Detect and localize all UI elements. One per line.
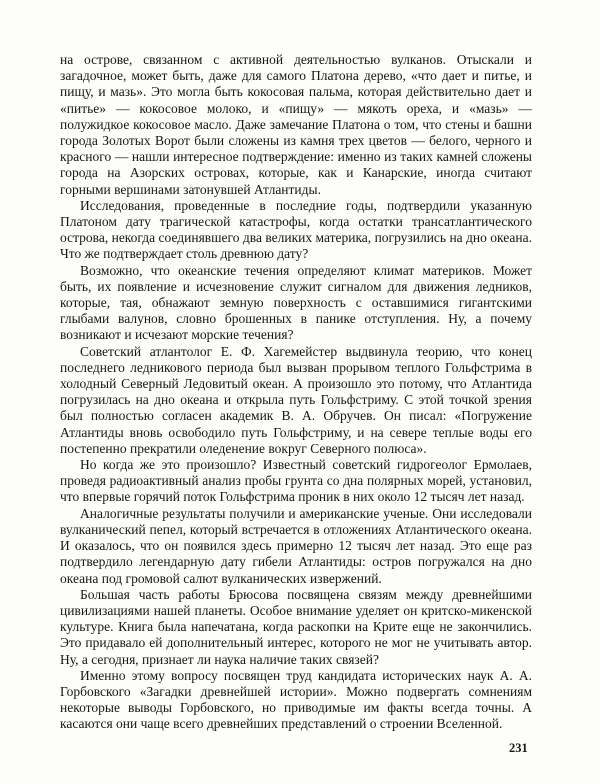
paragraph-4: Советский атлантолог Е. Ф. Хагемейстер выдвинула теорию, что конец последнего ледникового периода был вызван прорывом теплого Гольфстрима в холодный Северный Ледовитый океан. А произошло это потому, что Атлантида погрузилась на дно океана и открыла путь Гольфстриму. С этой точкой зрения был полностью согласен академик В. А. Обручев. Он писал: «Погружение Атлантиды вновь освободило путь Гольфстриму, и на севере теплые воды его постепенно прекратили оледенение вокруг Северного полюса». — [60, 343, 532, 456]
paragraph-7: Большая часть работы Брюсова посвящена связям между древнейшими цивилизациями нашей планеты. Особое внимание уделяет он критско-микенской культуре. Книга была напечатана, когда раскопки на Крите еще не закончились. Это придавало ей дополнительный интерес, которого не мог не учитывать автор. Ну, а сегодня, признает ли наука наличие таких связей? — [60, 586, 532, 667]
paragraph-5: Но когда же это произошло? Известный советский гидрогеолог Ермолаев, проведя радиоактивный анализ пробы грунта со дна полярных морей, установил, что впервые горячий поток Гольфстрима проник в них около 12 тысяч лет назад. — [60, 457, 532, 505]
paragraph-6: Аналогичные результаты получили и американские ученые. Они исследовали вулканический пепел, который встречается в отложениях Атлантического океана. И оказалось, что он появился здесь примерно 12 тысяч лет назад. Это еще раз подтвердило легендарную дату гибели Атлантиды: остров погружался на дно океана под громовой салют вулканических извержений. — [60, 505, 532, 586]
paragraph-1: на острове, связанном с активной деятельностью вулканов. Отыскали и загадочное, может быть, даже для самого Платона дерево, «что дает и питье, и пищу, и мазь». Это могла быть кокосовая пальма, которая действительно дает и «питье» — кокосовое молоко, и «пищу» — мякоть ореха, и «мазь» — полужидкое кокосовое масло. Даже замечание Платона о том, что стены и башни города Золотых Ворот были сложены из камня трех цветов — белого, черного и красного — нашли интересное подтверждение: именно из таких камней сложены города на Азорских островах, которые, как и Канарские, иногда считают горными вершинами затонувшей Атлантиды. — [60, 52, 532, 197]
page-number: 231 — [509, 741, 528, 755]
paragraph-3: Возможно, что океанские течения определяют климат материков. Может быть, их появление и исчезновение служит сигналом для движения ледников, которые, тая, обнажают земную поверхность с оставшимися гигантскими глыбами валунов, словно брошенных в панике отступления. Ну, а почему возникают и исчезают морские течения? — [60, 262, 532, 343]
paragraph-8: Именно этому вопросу посвящен труд кандидата исторических наук А. А. Горбовского «Загадки древнейшей истории». Можно подвергать сомнениям некоторые выводы Горбовского, но приводимые им факты всегда точны. А касаются они чаще всего древнейших представлений о строении Вселенной. — [60, 667, 532, 732]
body-text — [60, 52, 532, 733]
paragraph-2: Исследования, проведенные в последние годы, подтвердили указанную Платоном дату трагической катастрофы, когда остатки трансатлантического острова, некогда соединявшего два великих материка, погрузились на дно океана. Что же подтверждает столь древнюю дату? — [60, 197, 532, 262]
